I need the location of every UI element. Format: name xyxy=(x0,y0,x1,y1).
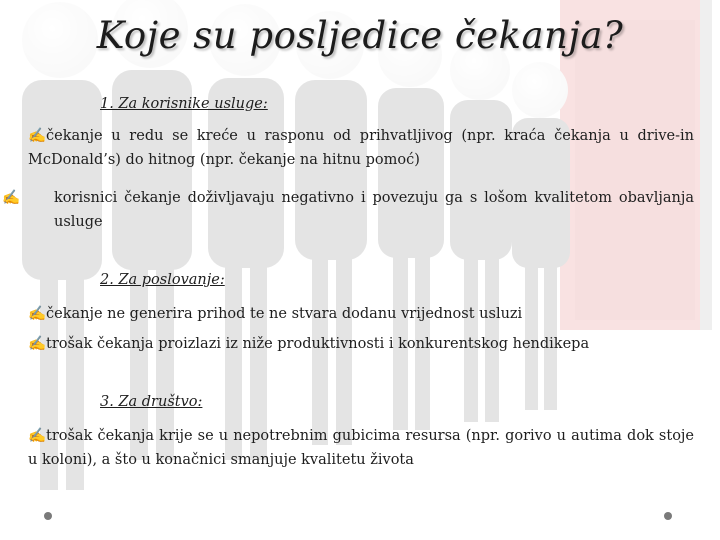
slide-title: Koje su posljedice čekanja? xyxy=(96,14,624,57)
writing-hand-icon: ✍ xyxy=(28,428,47,444)
bullet-text: trošak čekanja krije se u nepotrebnim gubicima resursa (npr. gorivo u autima dok stoje u koloni), a što u konačnici smanjuje kvalitetu života xyxy=(28,428,694,468)
writing-hand-icon: ✍ xyxy=(28,336,47,352)
bullet-text: čekanje ne generira prihod te ne stvara dodanu vrijednost usluzi xyxy=(46,306,523,322)
writing-hand-icon: ✍ xyxy=(28,128,47,144)
bullet-item xyxy=(28,332,694,356)
bullet-item xyxy=(2,186,694,234)
writing-hand-icon: ✍ xyxy=(2,190,21,206)
writing-hand-icon: ✍ xyxy=(28,306,47,322)
section-heading-business: 2. Za poslovanje: xyxy=(100,272,225,288)
bullet-text: korisnici čekanje doživljavaju negativno i povezuju ga s lošom kvalitetom obavljanja usluge xyxy=(54,190,694,230)
corner-dot xyxy=(44,512,52,520)
bullet-item xyxy=(28,302,694,326)
section-heading-society: 3. Za društvo: xyxy=(100,394,203,410)
bullet-text: čekanje u redu se kreće u rasponu od prihvatljivog (npr. kraća čekanja u drive-in McDonald’s) do hitnog (npr. čekanje na hitnu pomoć) xyxy=(28,128,694,168)
bullet-item xyxy=(28,124,694,172)
corner-dot xyxy=(664,512,672,520)
bullet-item xyxy=(28,424,694,472)
section-heading-users: 1. Za korisnike usluge: xyxy=(100,96,268,112)
bullet-text: trošak čekanja proizlazi iz niže produktivnosti i konkurentskog hendikepa xyxy=(46,336,590,352)
